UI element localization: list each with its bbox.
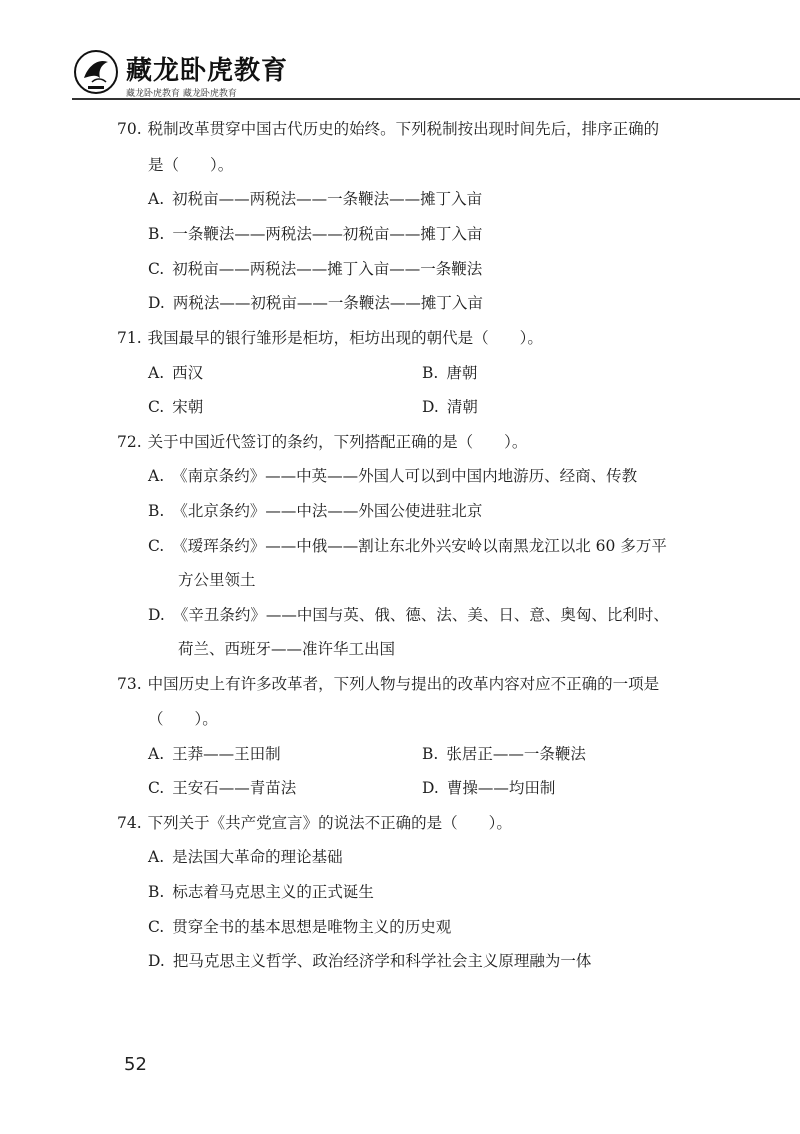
option-b: B. 标志着马克思主义的正式诞生 [148, 883, 374, 901]
option-d: D. 把马克思主义哲学、政治经济学和科学社会主义原理融为一体 [148, 952, 592, 970]
option-c: C. 宋朝 [148, 398, 204, 416]
question-stem [117, 118, 659, 140]
option-d: D. 《辛丑条约》——中国与英、俄、德、法、美、日、意、奥匈、比利时、 [148, 606, 669, 624]
page-number: 52 [124, 1054, 147, 1075]
option-c: C. 《瑷珲条约》——中俄——割让东北外兴安岭以南黑龙江以北 60 多万平 [148, 537, 667, 555]
option-d: D. 清朝 [422, 398, 478, 416]
option-b: B. 唐朝 [422, 364, 478, 382]
option-a: A. 王莽——王田制 [148, 745, 281, 763]
question-number: 74. [117, 814, 142, 832]
question-number: 73. [117, 675, 142, 693]
option-b: B. 张居正——一条鞭法 [422, 745, 586, 763]
brand-name: 藏龙卧虎教育 [126, 56, 289, 86]
question-text: 税制改革贯穿中国古代历史的始终。下列税制按出现时间先后，排序正确的 [147, 120, 660, 138]
question-text: 关于中国近代签订的条约，下列搭配正确的是（ ）。 [147, 433, 528, 451]
question-stem-continued: 是（ ）。 [148, 156, 234, 174]
option-b: B. 《北京条约》——中法——外国公使进驻北京 [148, 502, 483, 520]
option-c: C. 初税亩——两税法——摊丁入亩——一条鞭法 [148, 260, 483, 278]
question-stem [117, 812, 512, 834]
question-number: 72. [117, 433, 142, 451]
question-text: 下列关于《共产党宣言》的说法不正确的是（ ）。 [147, 814, 512, 832]
option-c-continued: 方公里领土 [178, 571, 256, 589]
question-number: 70. [117, 120, 142, 138]
question-stem [117, 327, 543, 349]
option-a: A. 是法国大革命的理论基础 [148, 848, 343, 866]
question-number: 71. [117, 329, 142, 347]
question-stem [117, 673, 659, 695]
option-c: C. 贯穿全书的基本思想是唯物主义的历史观 [148, 918, 452, 936]
option-b: B. 一条鞭法——两税法——初税亩——摊丁入亩 [148, 225, 483, 243]
option-d: D. 两税法——初税亩——一条鞭法——摊丁入亩 [148, 294, 483, 312]
question-stem [117, 431, 527, 453]
option-a: A. 《南京条约》——中英——外国人可以到中国内地游历、经商、传教 [148, 467, 638, 485]
option-d: D. 曹操——均田制 [422, 779, 556, 797]
option-a: A. 西汉 [148, 364, 204, 382]
brand-slogan: 藏龙卧虎教育 藏龙卧虎教育 [126, 89, 237, 99]
question-stem-continued: （ ）。 [148, 710, 218, 728]
question-text: 中国历史上有许多改革者，下列人物与提出的改革内容对应不正确的一项是 [147, 675, 660, 693]
option-a: A. 初税亩——两税法——一条鞭法——摊丁入亩 [148, 190, 483, 208]
option-d-continued: 荷兰、西班牙——准许华工出国 [178, 640, 396, 658]
option-c: C. 王安石——青苗法 [148, 779, 297, 797]
question-text: 我国最早的银行雏形是柜坊，柜坊出现的朝代是（ ）。 [147, 329, 543, 347]
